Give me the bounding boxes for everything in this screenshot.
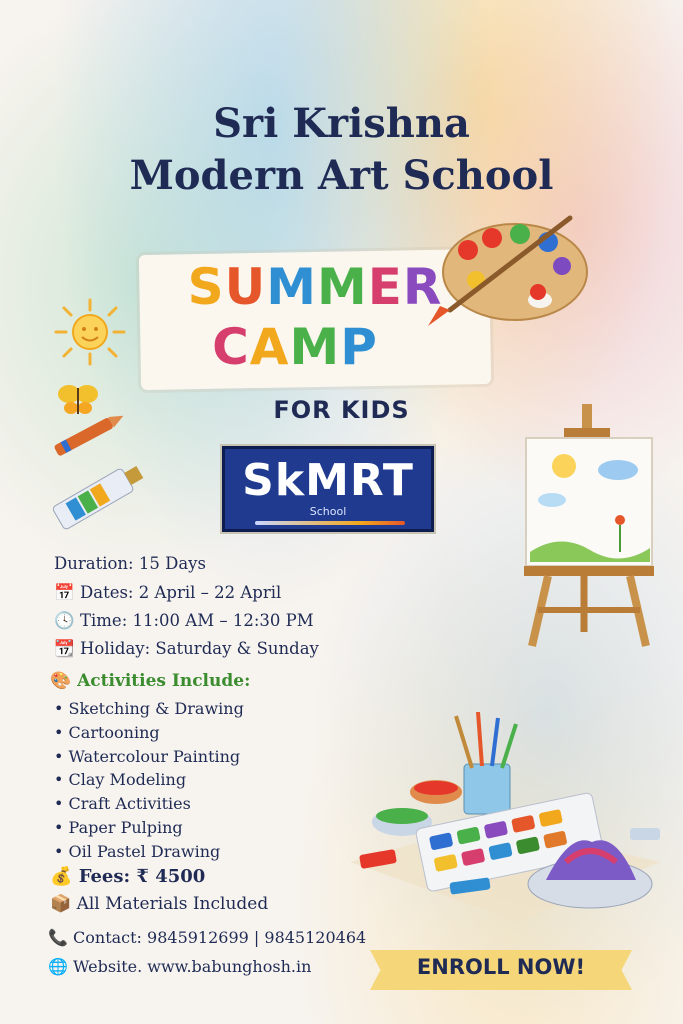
fees-row xyxy=(50,866,205,887)
contact-text[interactable]: Contact: 9845912699 | 9845120464 xyxy=(73,928,367,947)
phone-icon: 📞 xyxy=(48,928,74,947)
time-row xyxy=(54,611,314,631)
easel-canvas-icon xyxy=(520,402,660,647)
art-supplies-illustration xyxy=(340,712,670,932)
school-name-line1: Sri Krishna xyxy=(213,100,470,147)
palette-icon: 🎨 xyxy=(50,671,78,691)
smart-school-logo xyxy=(222,446,434,532)
time-text: Time: 11:00 AM – 12:30 PM xyxy=(80,611,314,630)
clock-icon: 🕓 xyxy=(54,611,75,630)
fees-text: Fees: ₹ 4500 xyxy=(78,866,206,887)
globe-icon: 🌐 xyxy=(48,957,74,976)
list-item: • Clay Modeling xyxy=(54,768,244,792)
sun-icon xyxy=(50,296,130,368)
list-item: • Oil Pastel Drawing xyxy=(54,840,244,864)
activities-list xyxy=(54,697,244,864)
paint-palette-icon xyxy=(420,210,590,330)
paint-tube-icon xyxy=(44,452,156,538)
enroll-now-button[interactable]: ENROLL NOW! xyxy=(416,955,586,979)
summer-heading: SUMMER xyxy=(187,258,443,316)
website-row xyxy=(48,957,311,976)
list-item: • Watercolour Painting xyxy=(54,745,244,769)
money-bag-icon: 💰 xyxy=(50,866,79,887)
materials-text: All Materials Included xyxy=(76,894,269,914)
logo-subtext: School xyxy=(309,505,347,518)
list-item: • Paper Pulping xyxy=(54,816,244,840)
dates-row xyxy=(54,583,281,603)
package-icon: 📦 xyxy=(50,894,77,914)
contact-row xyxy=(48,928,366,947)
dates-text: Dates: 2 April – 22 April xyxy=(80,583,282,602)
website-link[interactable]: Website. www.babunghosh.in xyxy=(73,957,312,976)
holiday-row xyxy=(54,639,319,659)
calendar-grid-icon: 📆 xyxy=(54,639,75,658)
calendar-icon: 📅 xyxy=(54,583,75,602)
school-name-line2: Modern Art School xyxy=(129,152,554,199)
camp-heading: CAMP xyxy=(212,318,378,376)
materials-row xyxy=(50,894,268,914)
holiday-text: Holiday: Saturday & Sunday xyxy=(80,639,319,658)
list-item: • Cartooning xyxy=(54,721,244,745)
duration-text: Duration: 15 Days xyxy=(54,554,206,573)
list-item: • Sketching & Drawing xyxy=(54,697,244,721)
activities-heading: 🎨 Activities Include: xyxy=(50,671,251,691)
logo-brush-icon xyxy=(255,521,405,525)
for-kids-label: FOR KIDS xyxy=(273,396,410,424)
logo-text: SkMRT xyxy=(242,455,414,506)
list-item: • Craft Activities xyxy=(54,792,244,816)
